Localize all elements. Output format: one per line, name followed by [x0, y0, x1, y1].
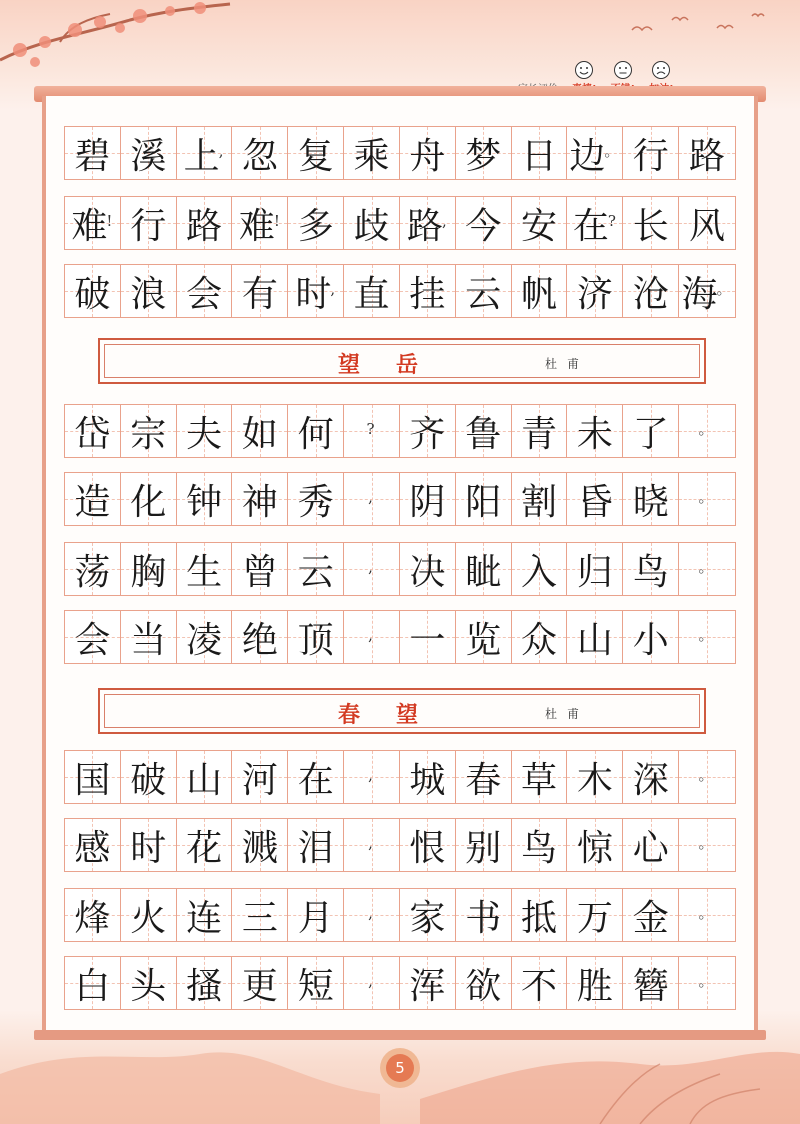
grid-character: 风	[689, 205, 726, 247]
grid-cell	[623, 473, 679, 525]
grid-cell	[232, 127, 288, 179]
grid-character: 溪	[130, 135, 167, 177]
grid-character: 今	[465, 205, 502, 247]
grid-cell	[623, 889, 679, 941]
grid-cell	[400, 957, 456, 1009]
grid-character: 在	[572, 205, 609, 247]
punctuation-mark: 。	[698, 903, 714, 922]
grid-character: 神	[241, 481, 278, 523]
grid-cell	[65, 197, 121, 249]
grid-character: 心	[632, 827, 669, 869]
grid-cell	[512, 889, 568, 941]
grid-cell	[344, 957, 400, 1009]
grid-cell	[400, 265, 456, 317]
grid-character: 头	[130, 965, 167, 1007]
grid-character: 路	[406, 205, 443, 247]
practice-grid-row	[64, 610, 736, 664]
grid-character: 白	[74, 965, 111, 1007]
grid-character: 时	[295, 273, 332, 315]
poem-title-banner	[98, 338, 706, 384]
grid-cell	[567, 265, 623, 317]
grid-character: 路	[689, 135, 726, 177]
grid-character: 金	[632, 897, 669, 939]
grid-character: 乘	[353, 135, 390, 177]
grid-character: 在	[297, 759, 334, 801]
poem-author: 杜甫	[545, 357, 590, 371]
grid-character: 了	[632, 413, 669, 455]
grid-cell	[456, 265, 512, 317]
poem-title-banner	[98, 688, 706, 734]
grid-character: 搔	[186, 965, 223, 1007]
grid-cell	[65, 957, 121, 1009]
grid-character: 阳	[465, 481, 502, 523]
grid-cell	[121, 127, 177, 179]
grid-cell	[344, 197, 400, 249]
grid-character: 火	[130, 897, 167, 939]
grid-character: 曾	[241, 551, 278, 593]
practice-grid-row	[64, 404, 736, 458]
punctuation-mark: 。	[698, 557, 714, 576]
punctuation-mark: 。	[698, 625, 714, 644]
grid-character: 钟	[186, 481, 223, 523]
grid-cell	[623, 751, 679, 803]
punctuation-mark: ?	[607, 211, 616, 230]
grid-cell	[121, 265, 177, 317]
grid-character: 昏	[576, 481, 613, 523]
grid-character: 生	[186, 551, 223, 593]
grid-character: 复	[297, 135, 334, 177]
grid-cell	[344, 473, 400, 525]
grid-cell	[512, 405, 568, 457]
grid-character: 一	[409, 619, 446, 661]
grid-cell	[623, 405, 679, 457]
grid-character: 难	[238, 205, 275, 247]
grid-cell	[679, 611, 735, 663]
grid-character: 长	[632, 205, 669, 247]
grid-character: 浑	[409, 965, 446, 1007]
punctuation-mark: ?	[366, 419, 375, 438]
grid-cell	[177, 543, 233, 595]
grid-cell	[679, 819, 735, 871]
grid-character: 入	[521, 551, 558, 593]
grid-cell	[65, 127, 121, 179]
grid-character: 决	[409, 551, 446, 593]
grid-cell	[65, 751, 121, 803]
punctuation-mark: !	[106, 211, 113, 230]
grid-cell	[512, 751, 568, 803]
grid-cell	[456, 751, 512, 803]
grid-cell	[567, 197, 623, 249]
grid-cell	[344, 543, 400, 595]
practice-grid-row	[64, 196, 736, 250]
grid-character: 月	[297, 897, 334, 939]
grid-character: 造	[74, 481, 111, 523]
grid-cell	[679, 751, 735, 803]
practice-grid-row	[64, 888, 736, 942]
grid-character: 众	[521, 619, 558, 661]
grid-cell	[65, 611, 121, 663]
grid-cell	[288, 751, 344, 803]
grid-cell	[65, 265, 121, 317]
grid-cell	[679, 265, 735, 317]
grid-character: 直	[353, 273, 390, 315]
grid-cell	[623, 957, 679, 1009]
grid-cell	[232, 265, 288, 317]
grid-cell	[232, 543, 288, 595]
poem-author: 杜甫	[545, 707, 590, 721]
grid-character: 化	[130, 481, 167, 523]
grid-cell	[679, 473, 735, 525]
page-number: 5	[386, 1054, 414, 1082]
grid-character: 青	[521, 413, 558, 455]
page-number-badge	[380, 1048, 420, 1088]
grid-character: 时	[130, 827, 167, 869]
punctuation-mark: ,	[368, 625, 373, 644]
grid-character: 夫	[186, 413, 223, 455]
grid-character: 抵	[521, 897, 558, 939]
grid-cell	[567, 751, 623, 803]
grid-cell	[288, 957, 344, 1009]
grid-character: 鸟	[521, 827, 558, 869]
grid-cell	[512, 957, 568, 1009]
grid-cell	[232, 957, 288, 1009]
grid-cell	[288, 819, 344, 871]
punctuation-mark: 。	[716, 279, 732, 298]
grid-cell	[177, 405, 233, 457]
grid-character: 览	[465, 619, 502, 661]
grid-cell	[232, 611, 288, 663]
grid-cell	[623, 543, 679, 595]
practice-grid-row	[64, 750, 736, 804]
grid-cell	[567, 611, 623, 663]
grid-cell	[679, 127, 735, 179]
grid-cell	[177, 473, 233, 525]
grid-cell	[232, 405, 288, 457]
grid-character: 宗	[130, 413, 167, 455]
grid-cell	[232, 751, 288, 803]
grid-character: 春	[465, 759, 502, 801]
grid-cell	[121, 197, 177, 249]
grid-cell	[456, 405, 512, 457]
grid-cell	[177, 197, 233, 249]
grid-character: 山	[576, 619, 613, 661]
grid-character: 恨	[409, 827, 446, 869]
grid-character: 日	[521, 135, 558, 177]
grid-cell	[400, 197, 456, 249]
grid-cell	[400, 543, 456, 595]
practice-grid-row	[64, 542, 736, 596]
grid-cell	[623, 611, 679, 663]
grid-cell	[177, 819, 233, 871]
grid-cell	[288, 473, 344, 525]
grid-character: 河	[241, 759, 278, 801]
grid-character: 沧	[632, 273, 669, 315]
grid-character: 忽	[241, 135, 278, 177]
grid-character: 欲	[465, 965, 502, 1007]
grid-cell	[121, 957, 177, 1009]
grid-cell	[177, 265, 233, 317]
grid-character: 深	[632, 759, 669, 801]
punctuation-mark: 。	[698, 487, 714, 506]
grid-character: 当	[130, 619, 167, 661]
grid-cell	[456, 543, 512, 595]
punctuation-mark: 。	[698, 833, 714, 852]
grid-character: 行	[130, 205, 167, 247]
grid-character: 岱	[74, 413, 111, 455]
grid-cell	[567, 405, 623, 457]
neutral-face-icon	[613, 60, 633, 80]
grid-cell	[679, 889, 735, 941]
practice-grid-row	[64, 126, 736, 180]
grid-character: 泪	[297, 827, 334, 869]
grid-cell	[121, 543, 177, 595]
grid-cell	[65, 889, 121, 941]
sad-face-icon	[651, 60, 671, 80]
grid-cell	[121, 611, 177, 663]
grid-character: 别	[465, 827, 502, 869]
grid-cell	[121, 889, 177, 941]
practice-grid-row	[64, 264, 736, 318]
punctuation-mark: ,	[368, 971, 373, 990]
birds-decoration	[622, 10, 782, 50]
grid-character: 挂	[409, 273, 446, 315]
grid-character: 山	[186, 759, 223, 801]
grid-character: 会	[186, 273, 223, 315]
grid-cell	[679, 197, 735, 249]
grid-character: 济	[576, 273, 613, 315]
blossom-branch-decoration	[0, 0, 240, 80]
grid-cell	[400, 889, 456, 941]
grid-cell	[232, 473, 288, 525]
grid-character: 更	[241, 965, 278, 1007]
grid-character: 三	[241, 897, 278, 939]
grid-character: 城	[409, 759, 446, 801]
grid-character: 海	[681, 273, 718, 315]
grid-cell	[177, 611, 233, 663]
grid-cell	[288, 543, 344, 595]
punctuation-mark: ,	[368, 833, 373, 852]
grid-character: 阴	[409, 481, 446, 523]
poem-title: 春望	[338, 702, 455, 728]
grid-cell	[288, 127, 344, 179]
grid-character: 家	[409, 897, 446, 939]
grid-character: 小	[632, 619, 669, 661]
grid-character: 帆	[521, 273, 558, 315]
grid-character: 胸	[130, 551, 167, 593]
grid-character: 难	[71, 205, 108, 247]
grid-character: 安	[521, 205, 558, 247]
grid-cell	[567, 957, 623, 1009]
grid-cell	[121, 751, 177, 803]
punctuation-mark: !	[273, 211, 280, 230]
grid-character: 如	[241, 413, 278, 455]
grid-character: 浪	[130, 273, 167, 315]
grid-cell	[400, 819, 456, 871]
grid-cell	[679, 957, 735, 1009]
grid-cell	[232, 889, 288, 941]
grid-cell	[512, 819, 568, 871]
grid-cell	[232, 819, 288, 871]
punctuation-mark: ,	[368, 765, 373, 784]
grid-cell	[512, 543, 568, 595]
grid-character: 破	[130, 759, 167, 801]
grid-cell	[65, 473, 121, 525]
grid-character: 归	[576, 551, 613, 593]
grid-cell	[288, 197, 344, 249]
grid-character: 国	[74, 759, 111, 801]
grid-cell	[456, 957, 512, 1009]
punctuation-mark: ,	[368, 903, 373, 922]
grid-cell	[121, 473, 177, 525]
practice-grid-row	[64, 818, 736, 872]
grid-character: 感	[74, 827, 111, 869]
grid-character: 短	[297, 965, 334, 1007]
grid-cell	[177, 127, 233, 179]
grid-cell	[623, 127, 679, 179]
grid-cell	[456, 127, 512, 179]
grid-cell	[65, 819, 121, 871]
grid-character: 齐	[409, 413, 446, 455]
grid-character: 荡	[74, 551, 111, 593]
grid-character: 破	[74, 273, 111, 315]
punctuation-mark: 。	[698, 419, 714, 438]
punctuation-mark: ,	[368, 487, 373, 506]
grid-cell	[344, 405, 400, 457]
grid-cell	[456, 819, 512, 871]
smile-face-icon	[574, 60, 594, 80]
grid-cell	[121, 405, 177, 457]
grid-character: 未	[576, 413, 613, 455]
grid-character: 行	[632, 135, 669, 177]
grid-cell	[400, 473, 456, 525]
grid-character: 多	[297, 205, 334, 247]
grid-character: 边	[569, 135, 606, 177]
grid-cell	[623, 265, 679, 317]
grid-cell	[177, 957, 233, 1009]
grid-character: 鸟	[632, 551, 669, 593]
grid-cell	[567, 543, 623, 595]
grid-character: 烽	[74, 897, 111, 939]
grid-cell	[121, 819, 177, 871]
grid-character: 路	[186, 205, 223, 247]
grid-cell	[344, 889, 400, 941]
grid-character: 胜	[576, 965, 613, 1007]
grid-character: 书	[465, 897, 502, 939]
grid-cell	[456, 473, 512, 525]
grid-cell	[512, 611, 568, 663]
grid-character: 何	[297, 413, 334, 455]
grid-character: 连	[186, 897, 223, 939]
punctuation-mark: 。	[604, 141, 620, 160]
grid-cell	[400, 751, 456, 803]
grid-cell	[65, 543, 121, 595]
grid-cell	[288, 265, 344, 317]
grid-character: 万	[576, 897, 613, 939]
grid-character: 秀	[297, 481, 334, 523]
grid-character: 眦	[465, 551, 502, 593]
grid-cell	[400, 127, 456, 179]
grid-cell	[288, 405, 344, 457]
grid-character: 绝	[241, 619, 278, 661]
grid-cell	[177, 889, 233, 941]
grid-character: 碧	[74, 135, 111, 177]
grid-cell	[344, 265, 400, 317]
grid-cell	[288, 611, 344, 663]
grid-character: 云	[465, 273, 502, 315]
grid-cell	[679, 543, 735, 595]
grid-character: 割	[521, 481, 558, 523]
grid-character: 云	[297, 551, 334, 593]
grid-cell	[623, 197, 679, 249]
practice-grid-row	[64, 956, 736, 1010]
grid-cell	[567, 127, 623, 179]
punctuation-mark: ,	[368, 557, 373, 576]
grid-cell	[456, 611, 512, 663]
grid-cell	[344, 819, 400, 871]
grid-character: 有	[241, 273, 278, 315]
grid-cell	[344, 127, 400, 179]
grid-character: 舟	[409, 135, 446, 177]
punctuation-mark: ,	[330, 279, 336, 298]
grid-cell	[400, 405, 456, 457]
punctuation-mark: ,	[218, 141, 224, 160]
grid-character: 花	[186, 827, 223, 869]
grid-cell	[344, 751, 400, 803]
grid-cell	[567, 473, 623, 525]
grid-cell	[65, 405, 121, 457]
grid-character: 上	[183, 135, 220, 177]
grid-cell	[344, 611, 400, 663]
grid-character: 凌	[186, 619, 223, 661]
grid-character: 草	[521, 759, 558, 801]
grid-cell	[232, 197, 288, 249]
grid-cell	[288, 889, 344, 941]
grid-cell	[512, 127, 568, 179]
punctuation-mark: ,	[442, 211, 447, 230]
punctuation-mark: 。	[698, 971, 714, 990]
grid-character: 顶	[297, 619, 334, 661]
poem-title: 望岳	[338, 352, 455, 378]
grid-character: 惊	[576, 827, 613, 869]
grid-cell	[512, 265, 568, 317]
grid-cell	[679, 405, 735, 457]
grid-cell	[456, 889, 512, 941]
practice-grid-row	[64, 472, 736, 526]
grid-cell	[400, 611, 456, 663]
grid-character: 鲁	[465, 413, 502, 455]
grid-character: 晓	[632, 481, 669, 523]
grid-character: 会	[74, 619, 111, 661]
grid-character: 木	[576, 759, 613, 801]
grid-cell	[567, 819, 623, 871]
grid-cell	[567, 889, 623, 941]
grid-cell	[623, 819, 679, 871]
grid-character: 簪	[632, 965, 669, 1007]
grid-cell	[512, 197, 568, 249]
grid-character: 溅	[241, 827, 278, 869]
grid-character: 歧	[353, 205, 390, 247]
grid-cell	[512, 473, 568, 525]
punctuation-mark: 。	[698, 765, 714, 784]
grid-character: 梦	[465, 135, 502, 177]
grid-cell	[456, 197, 512, 249]
grid-cell	[177, 751, 233, 803]
grid-character: 不	[521, 965, 558, 1007]
